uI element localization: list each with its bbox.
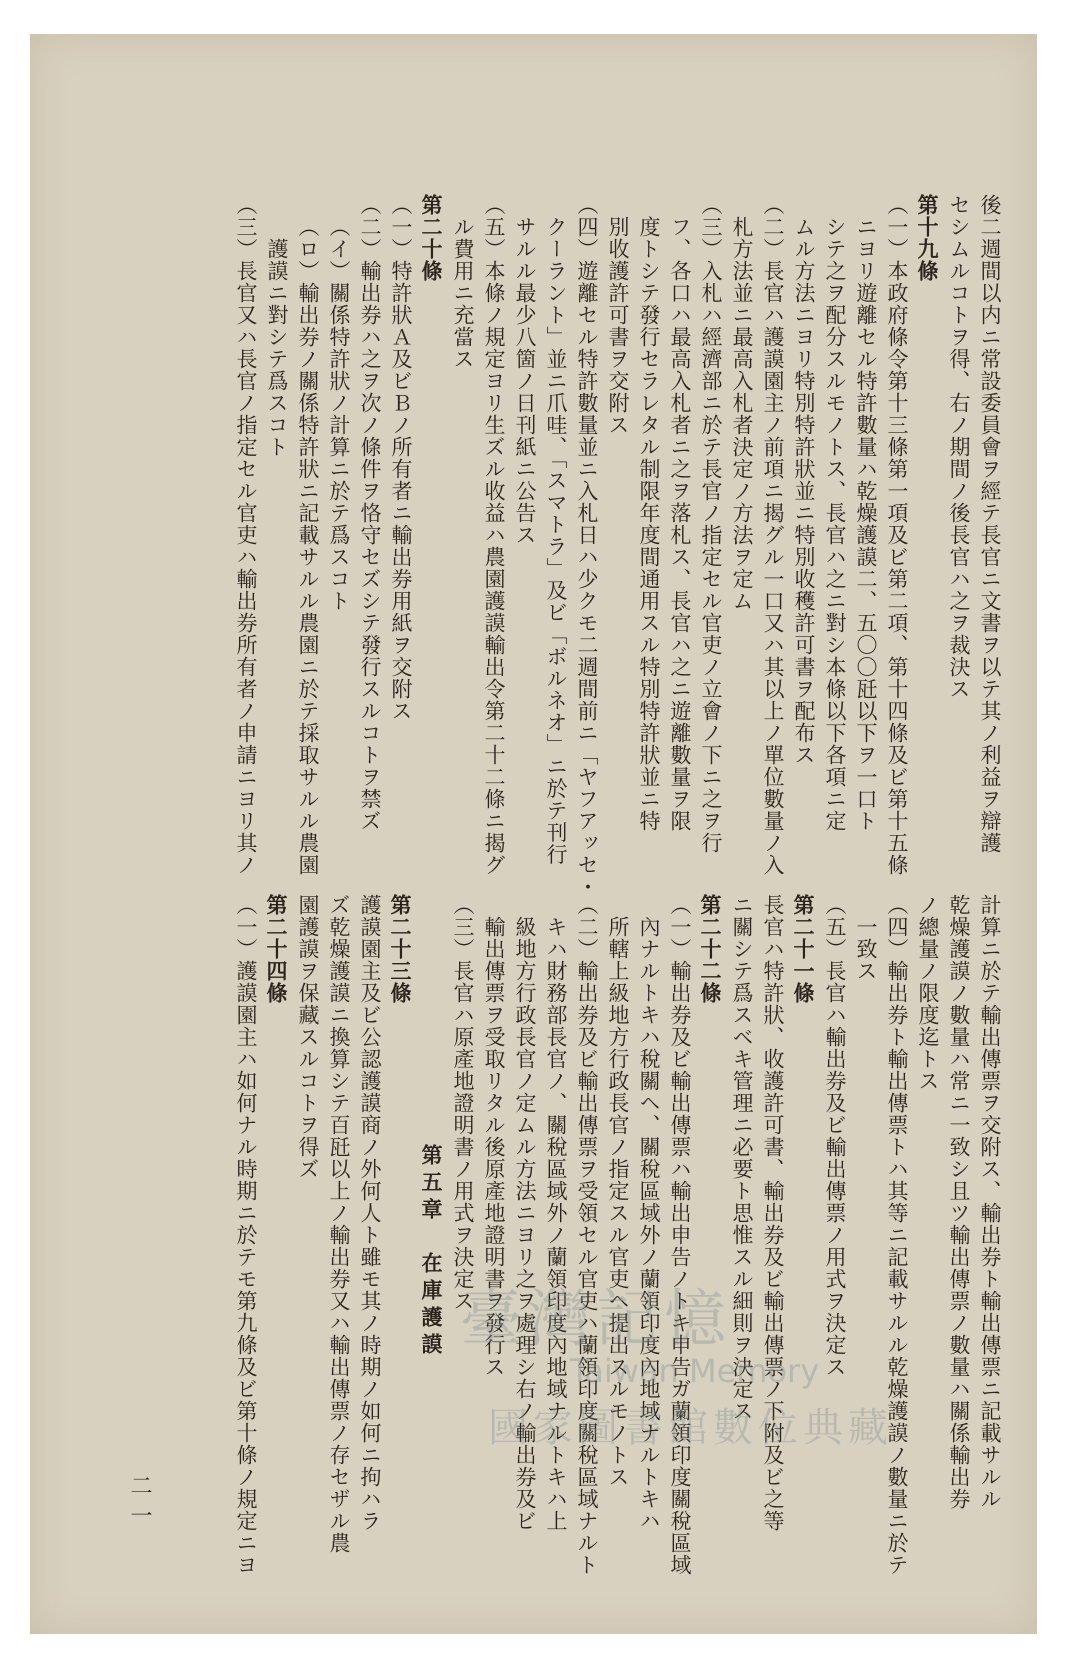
text-column: （二）長官ハ護謨園主ノ前項ニ揭グル一口又ハ其以上ノ單位數量ノ入 [761,194,785,876]
text-column: 札方法並ニ最高入札者決定ノ方法ヲ定ム [730,216,754,612]
text-column: 計算ニ於テ輸出傳票ヲ交附ス、輸出券ト輸出傳票ニ記載サルル [978,894,1002,1510]
text-column: ノ總量ノ限度迄トス [916,894,940,1092]
text-column: ズ乾燥護謨ニ換算シテ百瓩以上ノ輸出券又ハ輸出傳票ノ存セザル農 [327,894,351,1554]
text-column: （五）長官ハ輸出券及ビ輸出傳票ノ用式ヲ決定ス [823,894,847,1378]
text-column: （四）遊離セル特許數量並ニ入札日ハ少クモ二週間前ニ「ヤフアッセ・ [575,194,599,898]
article-heading: 第二十一條 [791,894,816,1004]
text-column: 長官ハ特許狀、收護許可書、輸出券及ビ輸出傳票ノ下附及ビ之等 [761,894,785,1532]
text-column: （一）本政府條令第十三條第一項及ビ第二項、第十四條及ビ第十五條 [885,194,909,876]
text-column: キハ財務部長官ノ、關稅區域外ノ蘭領印度內地域ナルトキハ上 [544,916,568,1532]
text-column: クーラント」並ニ爪哇、「スマトラ」及ビ「ボルネオ」ニ於テ刊行 [544,216,568,866]
text-column: 一致ス [854,916,878,982]
text-column: 內ナルトキハ稅關ヘ、關稅區域外ノ蘭領印度內地域ナルトキハ [637,916,661,1532]
watermark-script: 臺灣記憶 [460,1282,733,1355]
text-column: フ、各口ハ最高入札者ニ之ヲ落札ス、長官ハ之ニ遊離數量ヲ限 [668,216,692,832]
text-column: 乾燥護謨ノ數量ハ常ニ一致シ且ツ輸出傳票ノ數量ハ關係輸出券 [947,894,971,1510]
text-column: 護謨ニ對シテ爲スコト [265,238,289,458]
text-column: 所轄上級地方行政長官ノ指定スル官吏ヘ提出スルモノトス [606,916,630,1488]
text-column: （ロ）輸出券ノ關係特許狀ニ記載サルル農園ニ於テ採取サルル農園 [296,216,320,876]
text-column: 級地方行政長官ノ定ムル方法ニヨリ之ヲ處理シ右ノ輸出券及ビ [513,916,537,1532]
article-heading: 第二十二條 [698,894,723,1004]
watermark-latin: Taiwan Memory [570,1352,820,1390]
text-column: （三）長官又ハ長官ノ指定セル官吏ハ輸出券所有者ノ申請ニヨリ其ノ [234,194,258,876]
text-column: 後二週間以内ニ常設委員會ヲ經テ長官ニ文書ヲ以テ其ノ利益ヲ辯護 [978,194,1002,854]
text-column: ニヨリ遊離セル特許數量ハ乾燥護謨二、五〇〇瓩以下ヲ一口ト [854,216,878,832]
article-heading: 第二十三條 [388,894,413,1004]
text-column: （三）長官ハ原產地證明書ノ用式ヲ決定ス [451,894,475,1312]
text-column: （イ）關係特許狀ノ計算ニ於テ爲スコト [327,216,351,612]
text-column: 輸出傳票ヲ受取リタル後原產地證明書ヲ發行ス [482,916,506,1378]
text-column: 護謨園主及ビ公認護謨商ノ外何人ト雖モ其ノ時期ノ如何ニ拘ハラ [358,894,382,1532]
text-column: （五）本條ノ規定ヨリ生ズル收益ハ農園護謨輸出令第二十二條ニ揭グ [482,194,506,876]
text-column: （二）輸出券ハ之ヲ次ノ條件ヲ恪守セズシテ發行スルコトヲ禁ズ [358,194,382,832]
article-heading: 第二十條 [419,194,444,282]
article-heading: 第二十四條 [264,894,289,1004]
text-column: （三）入札ハ經濟部ニ於テ長官ノ指定セル官吏ノ立會ノ下ニ之ヲ行 [699,194,723,854]
text-column: サルル最少八箇ノ日刊紙ニ公告ス [513,216,537,546]
article-heading: 第五章 在庫護謨 [419,1144,444,1360]
text-column: （一）特許狀Ａ及ビＢノ所有者ニ輸出券用紙ヲ交附ス [389,194,413,722]
text-column: 園護謨ヲ保藏スルコトヲ得ズ [296,894,320,1180]
text-column: シテ之ヲ配分スルモノトス、長官ハ之ニ對シ本條以下各項ニ定 [823,216,847,832]
text-column: （二）輸出券及ビ輸出傳票ヲ受領セル官吏ハ蘭領印度關稅區域ナルト [575,894,599,1576]
text-column: 別收護許可書ヲ交附ス [606,216,630,436]
text-column: ル費用ニ充當ス [451,216,475,370]
article-heading: 第十九條 [915,194,940,282]
text-column: （一）護謨園主ハ如何ナル時期ニ於テモ第九條及ビ第十條ノ規定ニヨ [234,894,258,1576]
taiwan-memory-watermark [460,1269,980,1499]
text-column: ムル方法ニヨリ特別特許狀並ニ特別收穫許可書ヲ配布ス [792,216,816,766]
text-column: セシムルコトヲ得、右ノ期間ノ後長官ハ之ヲ裁決ス [947,194,971,700]
text-column: 度トシテ發行セラレタル制限年度間通用スル特別特許狀並ニ特 [637,216,661,832]
page-number: 二一 [127,1474,152,1534]
upper-text-block [90,194,1005,898]
document-page [30,34,1037,1634]
text-column: （四）輸出券ト輸出傳票トハ其等ニ記載サルル乾燥護謨ノ數量ニ於テ [885,894,909,1576]
watermark-chinese: 國家圖書館數位典藏 [488,1405,893,1451]
text-column: ニ關シテ爲スベキ管理ニ必要ト思惟スル細則ヲ決定ス [730,894,754,1422]
text-column: （一）輸出券及ビ輸出傳票ハ輸出申告ノトキ申告ガ蘭領印度關稅區域 [668,894,692,1576]
